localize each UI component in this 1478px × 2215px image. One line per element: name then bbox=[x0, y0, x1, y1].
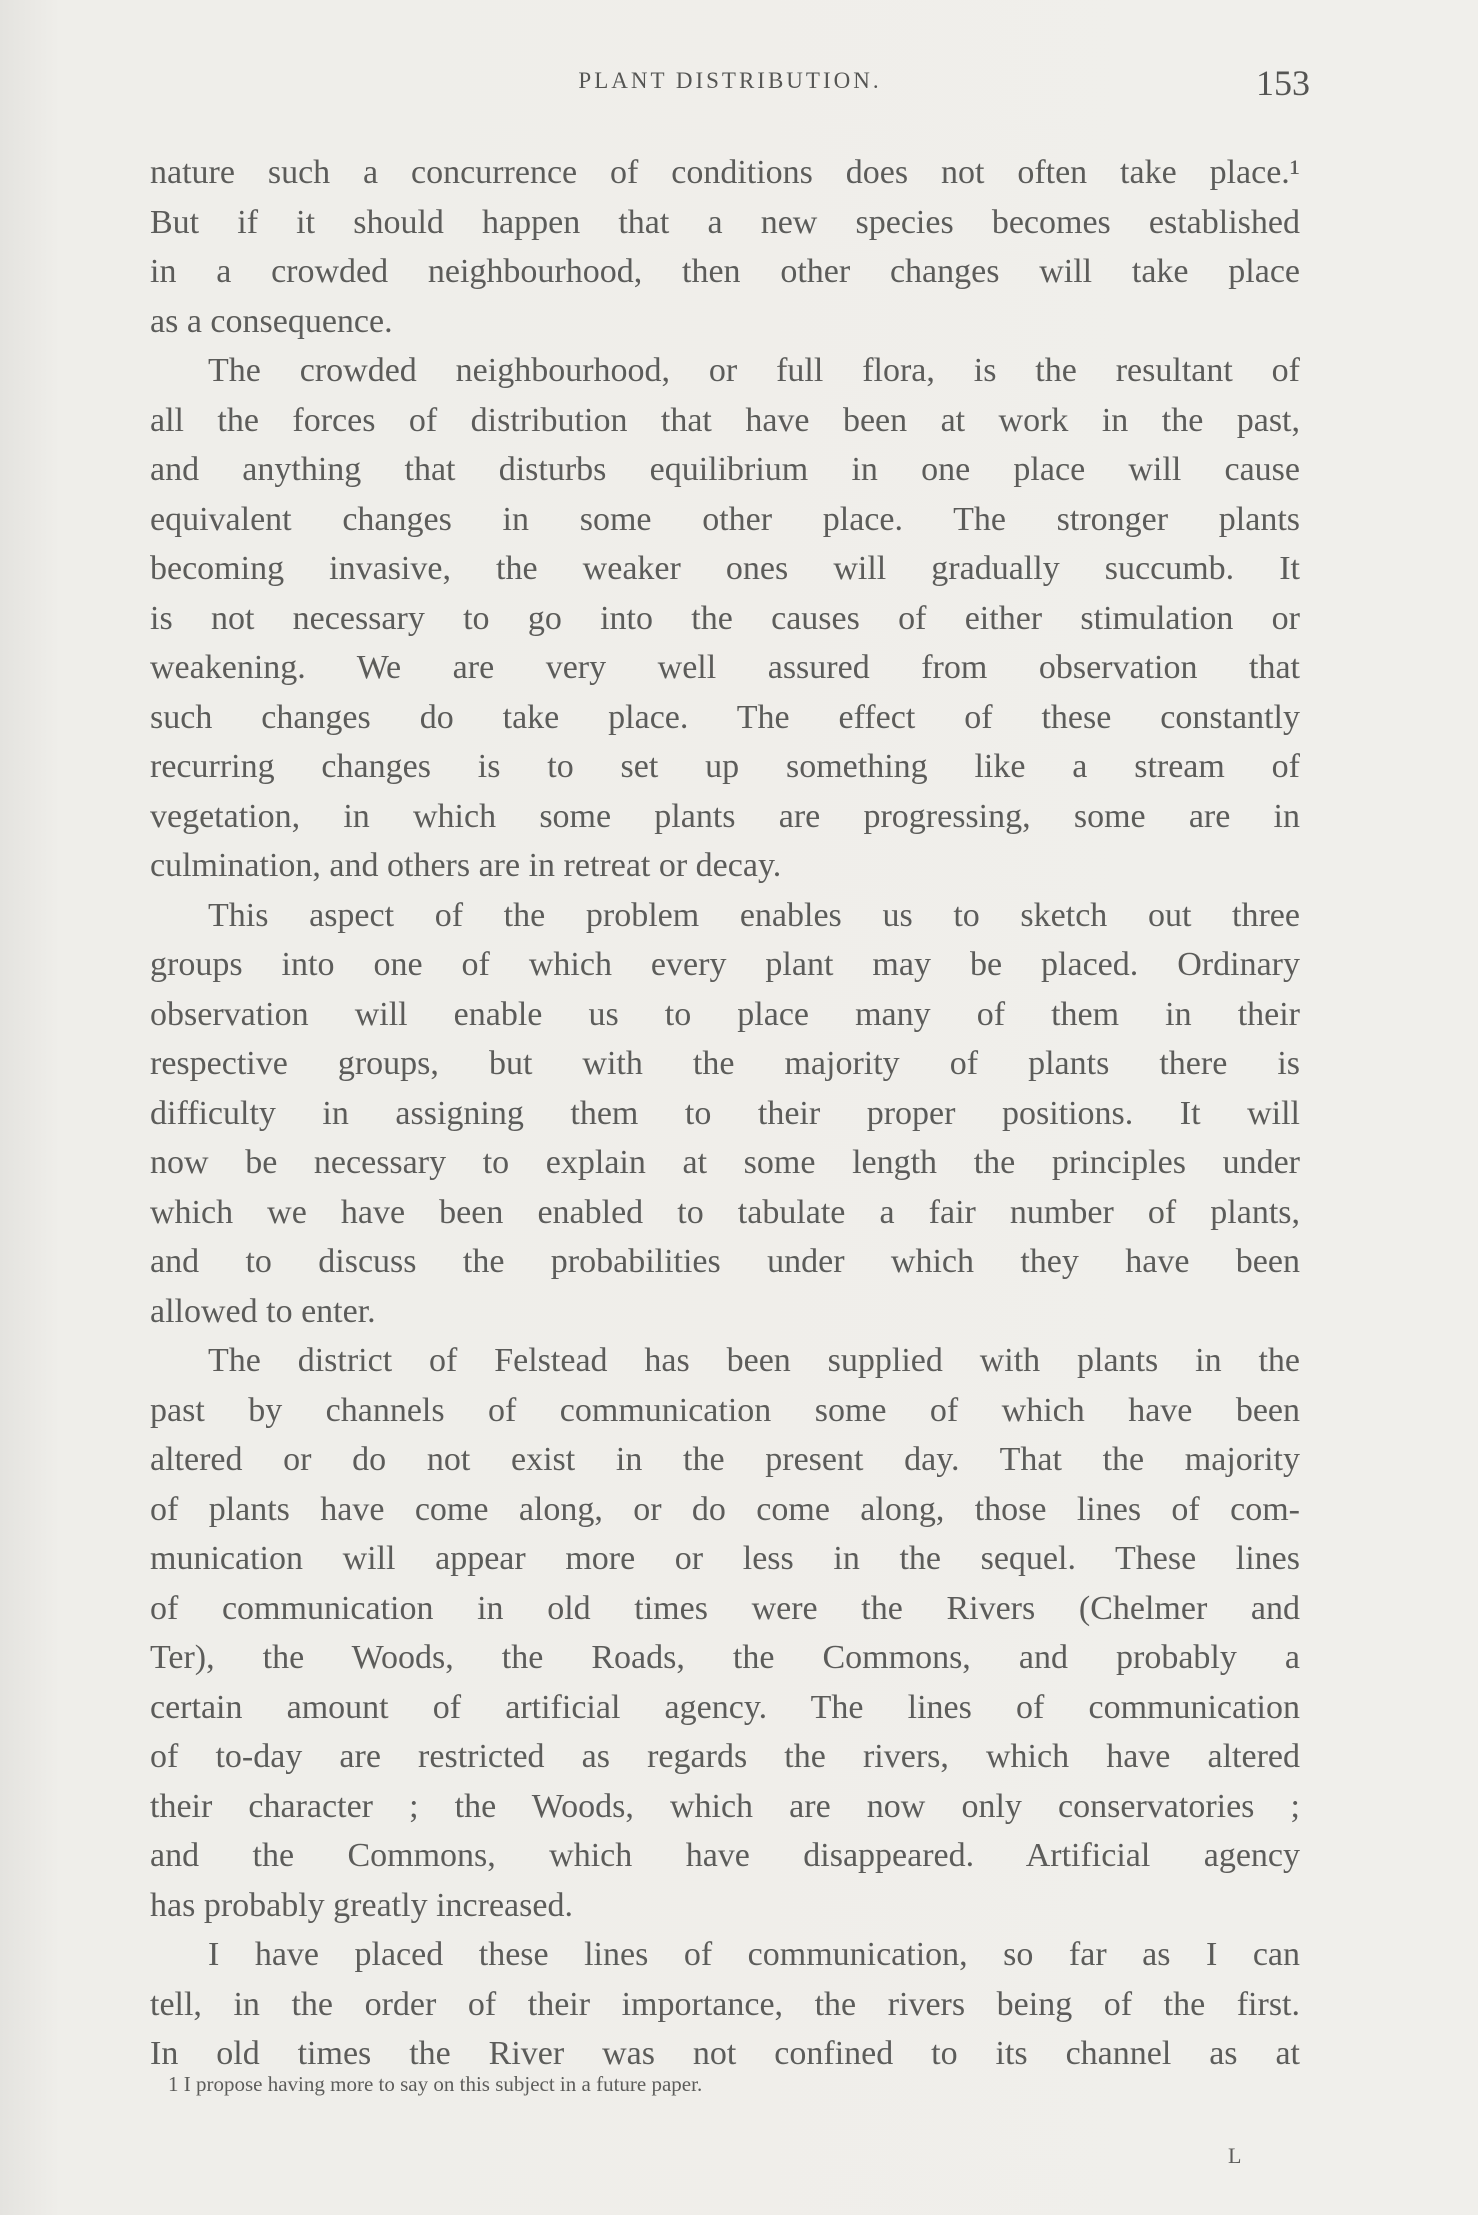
text-line: altered or do not exist in the present day. That the majority bbox=[150, 1441, 1300, 1478]
text-line: equivalent changes in some other place. The stronger plants bbox=[150, 500, 1300, 538]
text-line: difficulty in assigning them to their proper positions. It will bbox=[150, 1094, 1300, 1132]
text-line: of plants have come along, or do come along, those lines of com- bbox=[150, 1490, 1300, 1528]
text-line: becoming invasive, the weaker ones will gradually succumb. It bbox=[150, 550, 1300, 587]
text-line: certain amount of artificial agency. The lines of communication bbox=[150, 1688, 1300, 1726]
text-line: is not necessary to go into the causes of either stimulation or bbox=[150, 599, 1300, 637]
running-title: PLANT DISTRIBUTION. bbox=[578, 68, 882, 93]
text-line: all the forces of distribution that have been at work in the past, bbox=[150, 401, 1300, 439]
text-line: But if it should happen that a new species becomes established bbox=[150, 203, 1300, 241]
text-line: The district of Felstead has been supplied with plants in the bbox=[208, 1342, 1300, 1379]
footnote: 1 I propose having more to say on this subject in a future paper. bbox=[168, 2072, 703, 2096]
text-line: and anything that disturbs equilibrium in one place will cause bbox=[150, 451, 1300, 488]
text-line: recurring changes is to set up something like a stream of bbox=[150, 748, 1300, 785]
text-line: their character ; the Woods, which are now only conservatories ; bbox=[150, 1787, 1300, 1825]
text-line: Ter), the Woods, the Roads, the Commons, and probably a bbox=[150, 1639, 1300, 1676]
page-number: 153 bbox=[1256, 63, 1310, 103]
text-line: respective groups, but with the majority of plants there is bbox=[150, 1045, 1300, 1082]
text-line: nature such a concurrence of conditions does not often take place.¹ bbox=[150, 154, 1300, 191]
text-line: allowed to enter. bbox=[150, 1292, 376, 1330]
text-line: tell, in the order of their importance, the rivers being of the first. bbox=[150, 1985, 1300, 2023]
text-line: This aspect of the problem enables us to sketch out three bbox=[208, 896, 1300, 934]
text-line: in a crowded neighbourhood, then other changes will take place bbox=[150, 253, 1300, 290]
text-line: munication will appear more or less in the sequel. These lines bbox=[150, 1540, 1300, 1577]
text-line: such changes do take place. The effect of these constantly bbox=[150, 698, 1300, 736]
text-line: and the Commons, which have disappeared. Artificial agency bbox=[150, 1837, 1300, 1874]
text-line: as a consequence. bbox=[150, 302, 393, 340]
text-line: vegetation, in which some plants are progressing, some are in bbox=[150, 797, 1300, 835]
text-line: weakening. We are very well assured from observation that bbox=[150, 649, 1300, 686]
text-line: observation will enable us to place many of them in their bbox=[150, 995, 1300, 1033]
text-line: of to-day are restricted as regards the rivers, which have altered bbox=[150, 1738, 1300, 1775]
text-line: groups into one of which every plant may be placed. Ordinary bbox=[150, 946, 1300, 983]
running-head bbox=[150, 63, 1310, 108]
text-line: I have placed these lines of communication, so far as I can bbox=[208, 1936, 1300, 1973]
text-line: has probably greatly increased. bbox=[150, 1886, 573, 1924]
text-line: past by channels of communication some of which have been bbox=[150, 1391, 1300, 1429]
text-line: The crowded neighbourhood, or full flora, is the resultant of bbox=[208, 352, 1300, 389]
text-line: which we have been enabled to tabulate a fair number of plants, bbox=[150, 1193, 1300, 1231]
signature-mark: L bbox=[1228, 2143, 1242, 2168]
text-line: and to discuss the probabilities under which they have been bbox=[150, 1243, 1300, 1280]
text-line: now be necessary to explain at some length the principles under bbox=[150, 1144, 1300, 1181]
text-line: of communication in old times were the Rivers (Chelmer and bbox=[150, 1589, 1300, 1627]
text-line: In old times the River was not confined to its channel as at bbox=[150, 2035, 1300, 2072]
body-text bbox=[150, 148, 1300, 2079]
text-line: culmination, and others are in retreat or decay. bbox=[150, 847, 782, 884]
